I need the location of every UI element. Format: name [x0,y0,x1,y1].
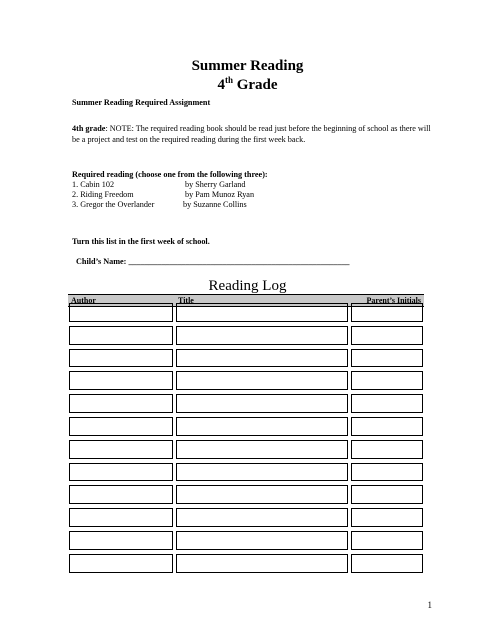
table-row [68,301,424,324]
author-cell[interactable] [69,440,173,459]
book-author-2: by Pam Munoz Ryan [185,190,255,199]
initials-cell[interactable] [351,485,423,504]
initials-cell[interactable] [351,508,423,527]
table-row [68,461,424,484]
table-row [68,369,424,392]
author-cell[interactable] [69,349,173,368]
initials-cell[interactable] [351,371,423,390]
grade-subtitle [0,77,495,94]
assignment-note [72,124,432,145]
col-title: Title [178,296,194,305]
assignment-heading: Summer Reading Required Assignment [72,98,211,107]
title-cell[interactable] [176,371,348,390]
page-title: Summer Reading [191,58,304,74]
title-cell[interactable] [176,440,348,459]
author-cell[interactable] [69,326,173,345]
book-author-3: by Suzanne Collins [183,200,247,209]
table-row [68,347,424,370]
required-reading-heading: Required reading (choose one from the following three): [72,170,268,179]
initials-cell[interactable] [351,303,423,322]
initials-cell[interactable] [351,417,423,436]
initials-cell[interactable] [351,463,423,482]
initials-cell[interactable] [351,531,423,550]
initials-cell[interactable] [351,326,423,345]
title-cell[interactable] [176,417,348,436]
child-name-field[interactable]: Child’s Name: ______________________________________________________ [76,257,350,266]
grade-ordinal: th [224,75,233,85]
initials-cell[interactable] [351,554,423,573]
reading-log-title: Reading Log [208,278,287,294]
author-cell[interactable] [69,531,173,550]
page-number: 1 [427,600,432,610]
title-cell[interactable] [176,485,348,504]
note-text: : NOTE: The required reading book should be read just before the beginning of school as there will be a project and test on the required reading during the first week back. [72,124,431,144]
reading-log-grid [68,301,424,575]
title-cell[interactable] [176,394,348,413]
table-row [68,506,424,529]
title-cell[interactable] [176,349,348,368]
grade-word: Grade [236,77,278,93]
author-cell[interactable] [69,303,173,322]
title-cell[interactable] [176,303,348,322]
turn-in-instruction: Turn this list in the first week of school. [72,237,210,246]
title-cell[interactable] [176,326,348,345]
grade-number: 4 [217,77,225,93]
title-cell[interactable] [176,554,348,573]
title-cell[interactable] [176,508,348,527]
table-row [68,438,424,461]
book-author-1: by Sherry Garland [185,180,246,189]
table-row [68,324,424,347]
author-cell[interactable] [69,417,173,436]
table-row [68,392,424,415]
author-cell[interactable] [69,554,173,573]
author-cell[interactable] [69,463,173,482]
book-title-3: 3. Gregor the Overlander [72,200,155,209]
col-author: Author [71,296,96,305]
book-title-1: 1. Cabin 102 [72,180,115,189]
table-row [68,529,424,552]
table-row [68,552,424,575]
initials-cell[interactable] [351,440,423,459]
author-cell[interactable] [69,485,173,504]
title-cell[interactable] [176,463,348,482]
col-parent-initials: Parent’s Initials [366,296,421,305]
initials-cell[interactable] [351,394,423,413]
initials-cell[interactable] [351,349,423,368]
table-row [68,415,424,438]
author-cell[interactable] [69,394,173,413]
table-row [68,483,424,506]
title-cell[interactable] [176,531,348,550]
author-cell[interactable] [69,371,173,390]
grade-label: 4th grade [72,124,106,133]
book-title-2: 2. Riding Freedom [72,190,134,199]
author-cell[interactable] [69,508,173,527]
